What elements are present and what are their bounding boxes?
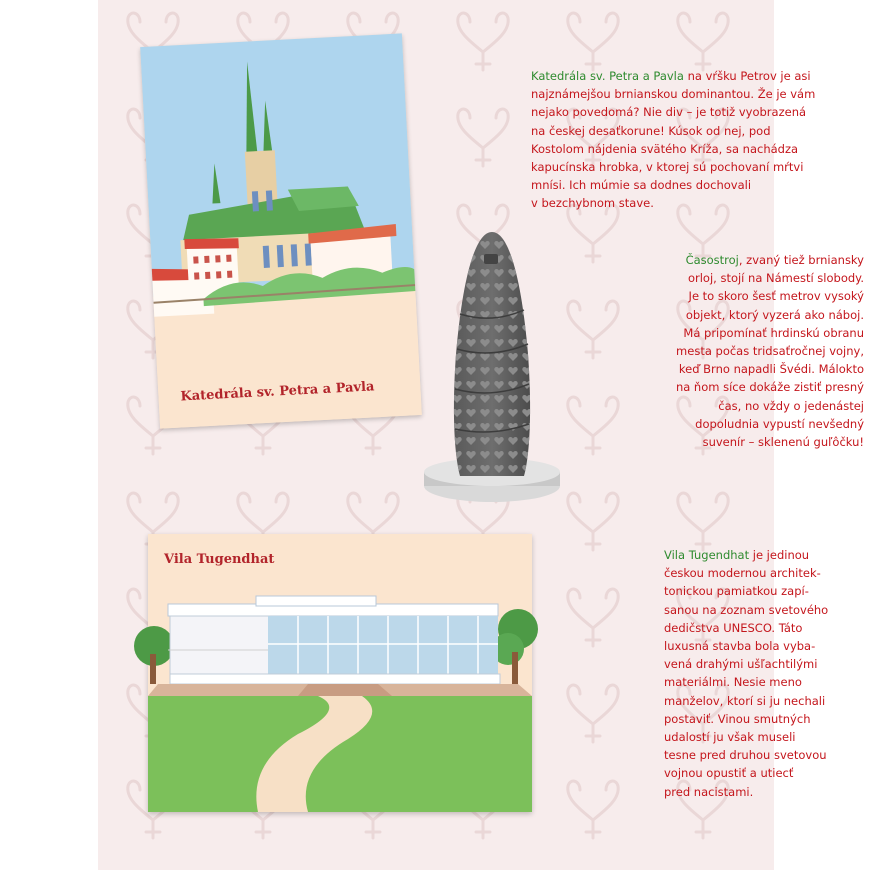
cathedral-description: Katedrála sv. Petra a Pavla na vŕšku Petrov je asi najznámejšou brnianskou dominantou. Že je vám nejako povedomá? Nie div – je totiž vyobrazená na českej desaťkorune! Kúsok od nej, pod Kostolom nájdenia svätého Kríža, sa nachádza kapucínska hrobka, v ktorej sú pochovaní mŕtvi mnísi. Ich múmie sa dodnes dochovali v bezchybnom stave. xyxy=(531,69,816,211)
villa-illustration xyxy=(148,534,532,812)
clock-highlight: Časostroj xyxy=(685,253,739,267)
villa-description: Vila Tugendhat je jedinou českou modernou architek- tonickou pamiatkou zapí- sanou na zoznam svetového dedičstva UNESCO. Táto luxusná stavba bola vyba- vená drahými ušľachtilými materiálmi. Nesie meno manželov, ktorí si ju nechali postaviť. Vinou smutných udalostí ju však museli tesne pred druhou svetovou vojnou opustiť a utiecť pred nacistami. xyxy=(664,548,829,799)
clock-description: Časostroj, zvaný tiež brniansky orloj, stojí na Námestí slobody. Je to skoro šesť metrov vysoký objekt, ktorý vyzerá ako náboj. Má pripomínať hrdinskú obranu mesta počas tridsaťročnej vojny, keď Brno napadli Švédi. Málokto na ňom síce dokáže zistiť presný čas, no vždy o jedenástej dopoludnia vypustí nevšedný suvenír – sklenenú guľôčku! xyxy=(675,253,864,450)
villa-caption: Vila Tugendhat xyxy=(164,552,275,567)
cathedral-illustration xyxy=(140,33,422,428)
cathedral-highlight: Katedrála sv. Petra a Pavla xyxy=(531,69,684,83)
cathedral-caption: Katedrála sv. Petra a Pavla xyxy=(180,379,375,405)
villa-highlight: Vila Tugendhat xyxy=(664,548,750,562)
villa-postcard xyxy=(148,534,532,812)
cathedral-postcard xyxy=(140,33,422,428)
astronomical-clock-illustration xyxy=(422,224,562,508)
